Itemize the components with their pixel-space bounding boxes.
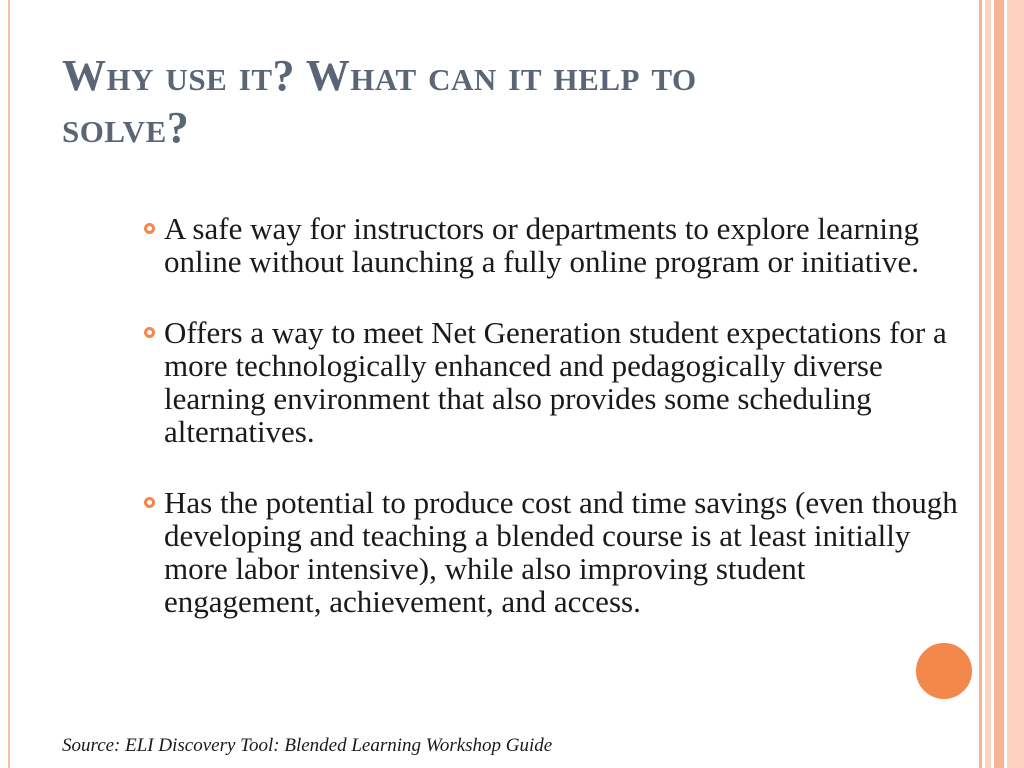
right-stripe-4 — [1007, 0, 1024, 768]
right-stripe-1 — [979, 0, 982, 768]
bullet-item — [140, 316, 968, 448]
bullet-text: A safe way for instructors or departments to explore learning online without launching a fully online program or initiative. — [164, 211, 920, 279]
source-citation: Source: ELI Discovery Tool: Blended Learning Workshop Guide — [62, 735, 553, 756]
bullet-text: Has the potential to produce cost and time savings (even though developing and teaching a blended course is at least initially more labor intensive), while also improving student engagement, achievement, and access. — [164, 485, 958, 619]
orange-ring-bullet-icon — [144, 223, 155, 234]
bullet-list — [140, 212, 968, 656]
bullet-item — [140, 212, 968, 278]
bullet-item — [140, 486, 968, 618]
orange-ring-bullet-icon — [144, 497, 155, 508]
slide-title: Why use it? What can it help to solve? — [62, 51, 697, 152]
right-stripe-3 — [994, 0, 1004, 768]
orange-circle-decoration — [913, 640, 975, 702]
left-border-line — [8, 0, 10, 768]
orange-ring-bullet-icon — [144, 327, 155, 338]
right-stripe-2 — [985, 0, 991, 768]
bullet-text: Offers a way to meet Net Generation student expectations for a more technologically enhanced and pedagogically diverse learning environment that also provides some scheduling alternatives. — [164, 315, 947, 449]
